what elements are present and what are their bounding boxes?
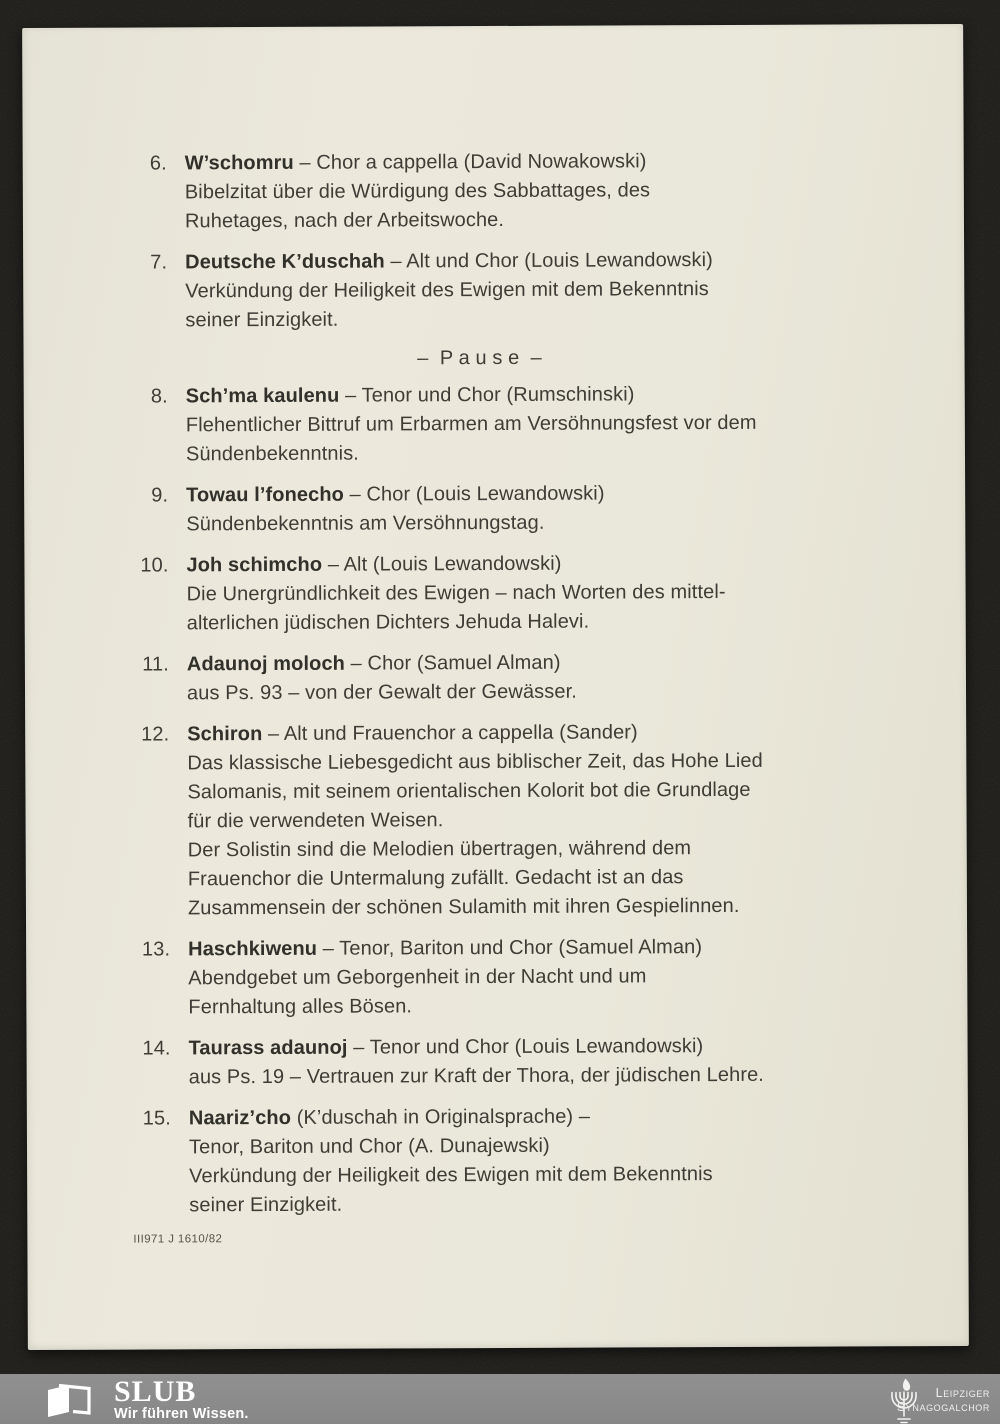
program-item-12 <box>125 717 856 923</box>
item-title: Adaunoj moloch <box>186 652 346 676</box>
item-description: Das klassische Liebesgedicht aus biblischer Zeit, das Hohe Lied Salomanis, mit seinem orientalischen Kolorit bot die Grundlage für die verwendeten Weisen. Der Solistin sind die Melodien übertragen, während dem Frauenchor die Untermalung zufällt. Gedacht ist an das Zusammensein der schönen Sulamith mit ihren Gespielinnen. <box>187 749 763 920</box>
item-number: 7. <box>150 251 168 274</box>
item-title-line <box>187 718 763 750</box>
program-item-9 <box>124 478 854 539</box>
item-number: 12. <box>141 723 170 746</box>
slub-tagline: Wir führen Wissen. <box>114 1406 249 1422</box>
item-title-rest: – Alt (Louis Lewandowski) <box>322 552 562 576</box>
program-item-10 <box>124 548 854 638</box>
item-title: Sch’ma kaulenu <box>185 384 340 408</box>
item-title: Taurass adaunoj <box>188 1036 348 1060</box>
item-number: 9. <box>151 484 169 507</box>
item-description: Die Unergründlichkeit des Ewigen – nach Worten des mittel- alterlichen jüdischen Dichters Jehuda Halevi. <box>186 580 726 635</box>
item-title-line <box>185 147 650 178</box>
item-description: Bibelzitat über die Würdigung des Sabbattages, des Ruhetages, nach der Arbeitswoche. <box>184 179 651 233</box>
item-title-rest: – Alt und Chor (Louis Lewandowski) <box>384 249 713 273</box>
item-title-rest: – Chor (Samuel Alman) <box>344 651 561 675</box>
item-description: Verkündung der Heiligkeit des Ewigen mit dem Bekenntnis seiner Einzigkeit. <box>185 278 709 332</box>
item-title-rest: – Tenor, Bariton und Chor (Samuel Alman) <box>317 936 703 960</box>
item-number: 15. <box>142 1107 171 1130</box>
item-title: Joh schimcho <box>186 553 323 577</box>
program-item-11 <box>125 647 855 708</box>
item-title-rest: – Tenor und Chor (Louis Lewandowski) <box>347 1035 704 1059</box>
program-item-15 <box>127 1101 857 1220</box>
program-item-7 <box>123 245 853 335</box>
item-description: Sündenbekenntnis am Versöhnungstag. <box>186 511 545 536</box>
pause-label: – P a u s e – <box>417 346 542 370</box>
item-title: W’schomru <box>184 151 294 175</box>
item-description: Tenor, Bariton und Chor (A. Dunajewski) Verkündung der Heiligkeit des Ewigen mit dem Bekenntnis seiner Einzigkeit. <box>188 1134 713 1217</box>
slub-wordmark: SLUB <box>114 1375 197 1408</box>
leipziger-synagogalchor-logo-link[interactable] <box>864 1377 996 1423</box>
item-number: 14. <box>142 1037 171 1060</box>
item-number: 13. <box>141 938 171 961</box>
choir-name-line1: Leipziger <box>935 1386 990 1400</box>
item-number: 6. <box>149 152 167 175</box>
program-item-13 <box>126 932 856 1022</box>
item-title-line <box>185 246 713 277</box>
choir-name-line2: Synagogalchor <box>896 1400 990 1414</box>
item-title-rest: – Tenor und Chor (Rumschinski) <box>339 383 635 407</box>
item-title: Deutsche K’duschah <box>185 250 385 274</box>
program-item-14 <box>127 1031 857 1092</box>
slub-logo-link[interactable] <box>42 1375 249 1423</box>
item-title-line <box>186 380 757 411</box>
item-title: Haschkiwenu <box>188 937 318 961</box>
item-title-line <box>189 1032 764 1064</box>
item-number: 11. <box>142 653 169 676</box>
item-title-rest: (K’duschah in Originalsprache) – <box>290 1105 591 1129</box>
open-book-icon <box>42 1381 94 1419</box>
item-title: Towau l’fonecho <box>186 483 345 507</box>
program-list <box>123 146 858 1246</box>
item-title: Schiron <box>187 723 263 746</box>
scanned-program-page <box>22 24 969 1350</box>
viewer-footer-bar <box>0 1374 1000 1424</box>
item-title-rest: – Chor (Louis Lewandowski) <box>343 482 605 506</box>
item-title-line <box>188 933 702 964</box>
item-description: Abendgebet um Geborgenheit in der Nacht und um Fernhaltung alles Bösen. <box>188 965 647 1019</box>
item-description: aus Ps. 19 – Vertrauen zur Kraft der Thora, der jüdischen Lehre. <box>188 1063 764 1089</box>
item-description: Flehentlicher Bittruf um Erbarmen am Versöhnungsfest vor dem Sündenbekenntnis. <box>185 411 757 466</box>
program-item-8 <box>124 379 854 469</box>
item-description: aus Ps. 93 – von der Gewalt der Gewässer. <box>186 680 577 705</box>
item-number: 10. <box>140 554 169 577</box>
item-number: 8. <box>150 385 168 408</box>
print-code: III971 J 1610/82 <box>133 1233 223 1246</box>
program-item-6 <box>123 146 853 236</box>
item-title-line <box>187 649 577 680</box>
item-title-line <box>186 480 605 511</box>
item-title-line <box>189 1102 713 1133</box>
item-title-rest: – Alt und Frauenchor a cappella (Sander) <box>262 721 638 746</box>
item-title-line <box>186 549 725 580</box>
item-title: Naariz’cho <box>188 1106 292 1130</box>
item-title-rest: – Chor a cappella (David Nowakowski) <box>293 150 647 174</box>
